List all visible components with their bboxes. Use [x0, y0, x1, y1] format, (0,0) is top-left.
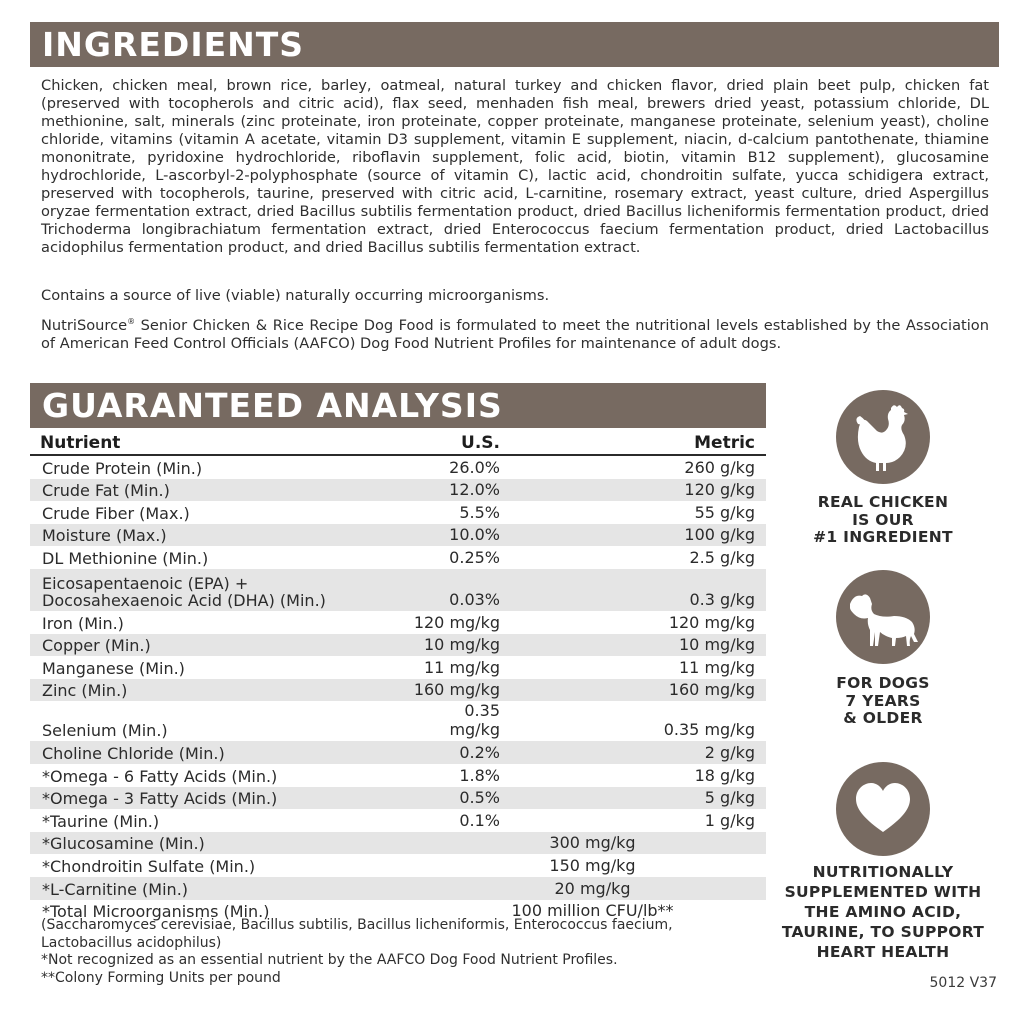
nutrient-name-line: *Omega - 6 Fatty Acids (Min.): [42, 766, 278, 786]
nutrient-name-line: Crude Protein (Min.): [42, 458, 203, 478]
ingredients-heading: INGREDIENTS: [30, 22, 999, 67]
combined-value: 300 mg/kg: [549, 833, 636, 853]
nutrient-name-line: *L-Carnitine (Min.): [42, 879, 189, 899]
us-value: 0.2%: [459, 742, 500, 762]
col-metric-header: Metric: [694, 433, 755, 453]
badge-line: 7 YEARS: [845, 691, 921, 710]
table-row: [30, 741, 766, 764]
metric-value: 0.35 mg/kg: [663, 720, 755, 740]
heart-icon: [836, 762, 930, 856]
ingredients-list: Chicken, chicken meal, brown rice, barley, oatmeal, natural turkey and chicken flavor, dried plain beet pulp, chicken fat (preserved with tocopherols and citric acid), flax seed, menhaden fish meal, brewers dried yeast, potassium chloride, DL methionine, salt, minerals (zinc proteinate, iron proteinate, copper proteinate, manganese proteinate, selenium yeast), choline chloride, vitamins (vitamin A acetate, vitamin D3 supplement, vitamin E supplement, niacin, d-calcium pantothenate, thiamine mononitrate, pyridoxine hydrochloride, riboflavin supplement, folic acid, biotin, vitamin B12 supplement), glucosamine hydrochloride, L-ascorbyl-2-polyphosphate (source of vitamin C), lactic acid, chondroitin sulfate, yucca schidigera extract, preserved with tocopherols, taurine, preserved with citric acid, L-carnitine, rosemary extract, yeast culture, dried Aspergillus oryzae fermentation extract, dried Bacillus subtilis fermentation product, dried Bacillus licheniformis fermentation product, dried Trichoderma longibrachiatum fermentation extract, dried Enterococcus faecium fermentation product, dried Lactobacillus acidophilus fermentation product, and dried Bacillus subtilis fermentation extract.: [41, 77, 989, 256]
us-value: 26.0%: [449, 457, 500, 477]
metric-value: 160 mg/kg: [668, 680, 755, 700]
nutrient-name: [30, 858, 410, 877]
metric-value: 2.5 g/kg: [689, 547, 755, 567]
dog-icon: [836, 570, 930, 664]
metric-value: 5 g/kg: [704, 788, 755, 808]
nutrient-name-line: Manganese (Min.): [42, 658, 185, 678]
metric-value: 18 g/kg: [694, 765, 755, 785]
table-row: [30, 456, 766, 479]
table-row: [30, 679, 766, 702]
nutrient-name: [30, 482, 410, 501]
chicken-badge: [836, 390, 930, 484]
table-row: [30, 611, 766, 634]
registered-mark: ®: [127, 317, 136, 326]
footnote: Lactobacillus acidophilus): [41, 934, 222, 951]
us-value: 0.5%: [459, 788, 500, 808]
nutrient-name: [30, 505, 410, 524]
metric-value: 100 g/kg: [684, 525, 755, 545]
badge-line: HEART HEALTH: [816, 943, 950, 961]
table-row: [30, 479, 766, 502]
nutrient-name-line: Selenium (Min.): [42, 721, 168, 741]
table-row: [30, 764, 766, 787]
aafco-statement: [41, 313, 989, 353]
nutrient-name: [30, 722, 410, 741]
product-code: 5012 V37: [929, 975, 997, 991]
table-row: [30, 569, 766, 611]
metric-value: 55 g/kg: [694, 502, 755, 522]
nutrient-name: [30, 550, 410, 569]
badge-line: & OLDER: [843, 709, 923, 727]
us-value: 10.0%: [449, 525, 500, 545]
table-row: [30, 634, 766, 657]
badge-line: REAL CHICKEN: [817, 493, 949, 511]
us-value: 0.35 mg/kg: [449, 701, 500, 740]
metric-value: 120 mg/kg: [668, 612, 755, 632]
combined-value: 20 mg/kg: [554, 878, 631, 898]
combined-value: 100 million CFU/lb**: [511, 901, 674, 921]
table-row: [30, 832, 766, 855]
us-value: 11 mg/kg: [424, 657, 500, 677]
nutrient-name: [30, 790, 410, 809]
badge-text: [770, 675, 996, 728]
table-row: [30, 524, 766, 547]
table-header: [30, 430, 766, 456]
badge-line: #1 INGREDIENT: [813, 528, 953, 546]
nutrient-name-line: Docosahexaenoic Acid (DHA) (Min.): [42, 590, 326, 610]
combined-value: 150 mg/kg: [549, 855, 636, 875]
badge-text: [770, 862, 996, 962]
col-us-header: U.S.: [461, 433, 500, 453]
live-microorganisms-note: Contains a source of live (viable) naturally occurring microorganisms.: [41, 287, 550, 304]
badge-line: IS OUR: [852, 510, 914, 529]
table-row: [30, 809, 766, 832]
table-row: [30, 787, 766, 810]
nutrient-name: [30, 745, 410, 764]
table-row: [30, 501, 766, 524]
nutrient-name-line: *Taurine (Min.): [42, 811, 160, 831]
nutrient-name: [30, 835, 410, 854]
dog-badge: [836, 570, 930, 664]
us-value: 12.0%: [449, 480, 500, 500]
nutrient-name: [30, 813, 410, 832]
guaranteed-analysis-heading: GUARANTEED ANALYSIS: [30, 383, 766, 428]
us-value: 1.8%: [459, 765, 500, 785]
badge-line: THE AMINO ACID,: [804, 903, 962, 921]
nutrient-name: [30, 637, 410, 656]
us-value: 10 mg/kg: [424, 635, 500, 655]
metric-value: 120 g/kg: [684, 480, 755, 500]
nutrient-name: [30, 682, 410, 701]
us-value: 0.03%: [449, 589, 500, 609]
table-row: [30, 656, 766, 679]
chicken-icon: [836, 390, 930, 484]
us-value: 0.25%: [449, 547, 500, 567]
badge-line: TAURINE, TO SUPPORT: [781, 923, 985, 941]
nutrient-name-line: Eicosapentaenoic (EPA) +: [42, 573, 249, 593]
badge-text: [770, 494, 996, 547]
nutrient-name-line: Choline Chloride (Min.): [42, 743, 225, 763]
nutrient-name: [30, 768, 410, 787]
metric-value: 260 g/kg: [684, 457, 755, 477]
nutrient-name-line: Crude Fiber (Max.): [42, 503, 190, 523]
nutrient-name-line: *Chondroitin Sulfate (Min.): [42, 856, 256, 876]
heart-badge: [836, 762, 930, 856]
nutrient-name-line: *Omega - 3 Fatty Acids (Min.): [42, 789, 278, 809]
nutrient-name: [30, 460, 410, 479]
nutrient-name-line: *Glucosamine (Min.): [42, 834, 205, 854]
us-value: 120 mg/kg: [413, 612, 500, 632]
metric-value: 0.3 g/kg: [689, 589, 755, 609]
us-value: 5.5%: [459, 502, 500, 522]
footnote: *Not recognized as an essential nutrient by the AAFCO Dog Food Nutrient Profiles.: [41, 952, 618, 968]
aafco-statement-text: Senior Chicken & Rice Recipe Dog Food is formulated to meet the nutritional levels established by the Association of American Feed Control Officials (AAFCO) Dog Food Nutrient Profiles for maintenance of adult dogs.: [41, 316, 989, 352]
footnote: (Saccharomyces cerevisiae, Bacillus subtilis, Bacillus licheniformis, Enterococcus faecium,: [41, 917, 673, 933]
badge-line: FOR DOGS: [836, 674, 930, 692]
nutrient-name: [30, 660, 410, 679]
nutrient-name-line: *Total Microorganisms (Min.): [42, 902, 270, 922]
us-value: 0.1%: [459, 810, 500, 830]
table-row: [30, 546, 766, 569]
us-value: 160 mg/kg: [413, 680, 500, 700]
footnotes: [41, 917, 761, 987]
nutrient-name-line: Crude Fat (Min.): [42, 481, 170, 501]
table-row: [30, 854, 766, 877]
footnote: **Colony Forming Units per pound: [41, 969, 281, 986]
metric-value: 2 g/kg: [704, 742, 755, 762]
nutrient-name: [30, 615, 410, 634]
nutrient-name: [30, 881, 410, 900]
badge-line: NUTRITIONALLY: [812, 863, 954, 881]
table-row: [30, 877, 766, 900]
metric-value: 11 mg/kg: [679, 657, 755, 677]
brand-name: NutriSource: [41, 316, 128, 334]
nutrient-name-line: Iron (Min.): [42, 613, 124, 633]
metric-value: 10 mg/kg: [679, 635, 755, 655]
table-row: [30, 701, 766, 741]
nutrient-name-line: Zinc (Min.): [42, 681, 128, 701]
badge-line: SUPPLEMENTED WITH: [784, 883, 982, 901]
nutrient-name: [30, 527, 410, 546]
nutrient-name: [30, 575, 410, 611]
nutrient-name-line: Moisture (Max.): [42, 526, 167, 546]
guaranteed-analysis-table: [30, 430, 766, 922]
metric-value: 1 g/kg: [704, 810, 755, 830]
table-body: [30, 456, 766, 922]
nutrient-name-line: DL Methionine (Min.): [42, 548, 209, 568]
col-nutrient-header: Nutrient: [40, 433, 121, 453]
nutrient-name-line: Copper (Min.): [42, 636, 151, 656]
